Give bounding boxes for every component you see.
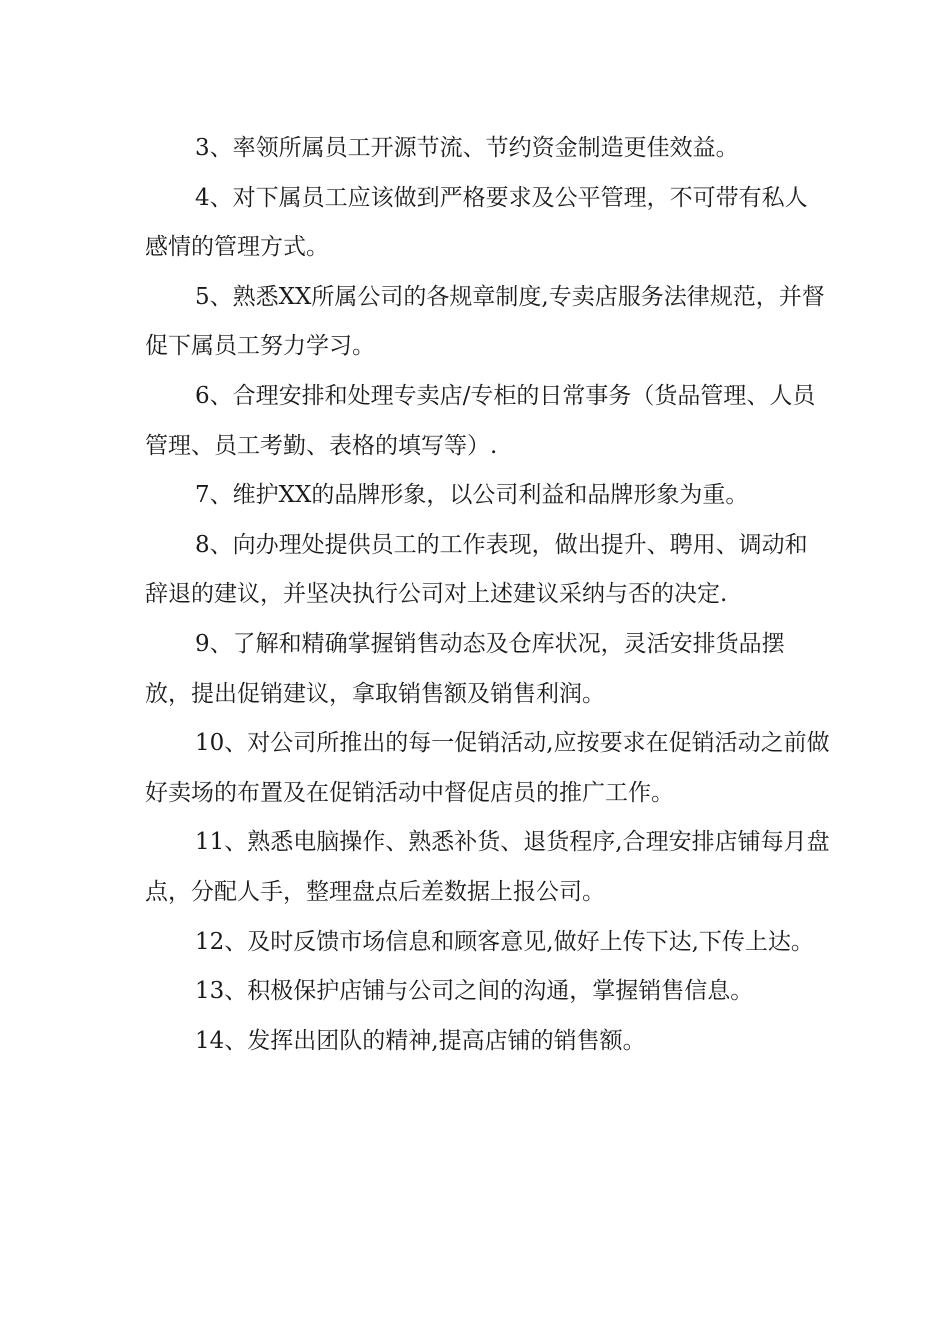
paragraph-item-12: 12、及时反馈市场信息和顾客意见,做好上传下达,下传上达。: [195, 928, 814, 955]
paragraph-item-5: 5、熟悉XX所属公司的各规章制度,专卖店服务法律规范，并督促下属员工努力学习。: [145, 283, 825, 360]
paragraph-item-13: 13、积极保护店铺与公司之间的沟通，掌握销售信息。: [195, 978, 754, 1005]
paragraph-item-14: 14、发挥出团队的精神,提高店铺的销售额。: [195, 1027, 646, 1054]
paragraph-item-10: 10、对公司所推出的每一促销活动,应按要求在促销活动之前做好卖场的布置及在促销活动中督促店员的推广工作。: [145, 730, 830, 806]
paragraph-item-3: 3、率领所属员工开源节流、节约资金制造更佳效益。: [195, 135, 739, 161]
paragraph-item-11: 11、熟悉电脑操作、熟悉补货、退货程序,合理安排店铺每月盘点，分配人手，整理盘点后差数据上报公司。: [145, 829, 830, 905]
paragraph-item-6: 6、合理安排和处理专卖店/专柜的日常事务（货品管理、人员管理、员工考勤、表格的填写等）.: [145, 382, 816, 459]
document-body: [145, 124, 830, 1066]
paragraph-item-9: 9、了解和精确掌握销售动态及仓库状况，灵活安排货品摆放，提出促销建议，拿取销售额及销售利润。: [145, 630, 785, 707]
paragraph-item-7: 7、维护XX的品牌形象，以公司利益和品牌形象为重。: [195, 482, 749, 509]
paragraph-item-8: 8、向办理处提供员工的工作表现，做出提升、聘用、调动和辞退的建议，并坚决执行公司对上述建议采纳与否的决定.: [145, 531, 808, 608]
paragraph-item-4: 4、对下属员工应该做到严格要求及公平管理，不可带有私人感情的管理方式。: [145, 184, 808, 261]
